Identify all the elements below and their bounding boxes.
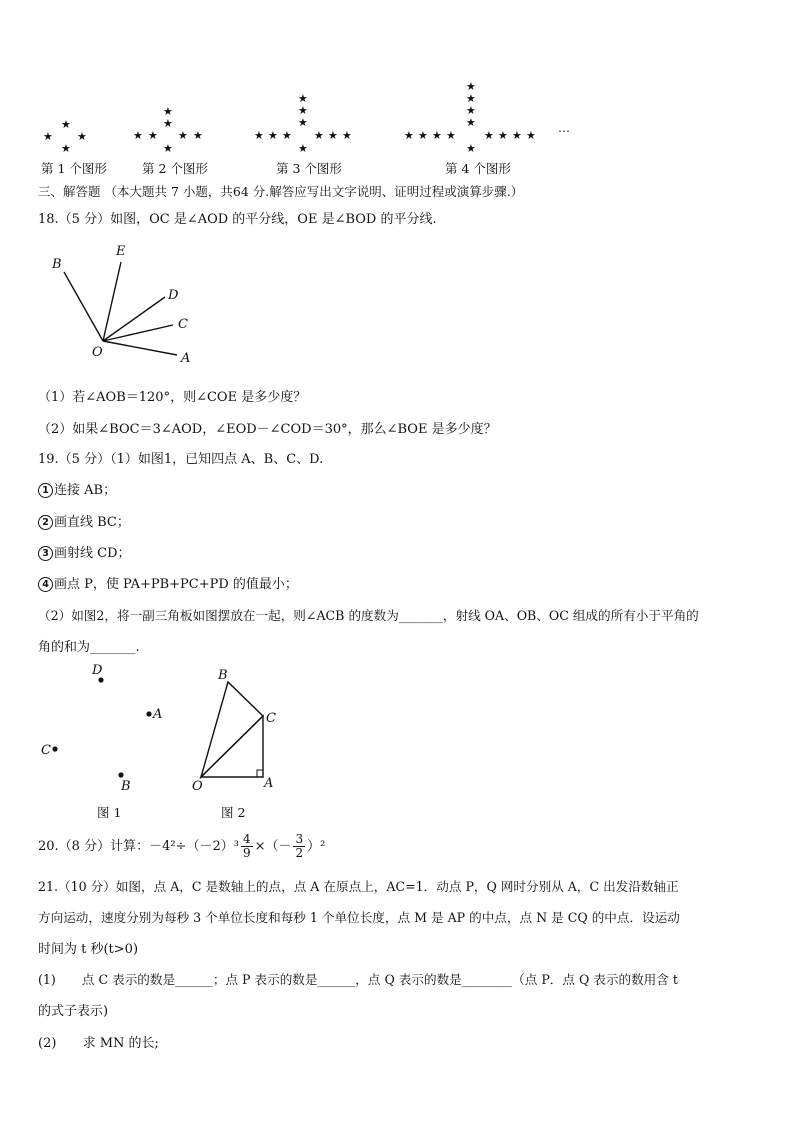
q21-line3: 时间为 t 秒(t>0) (38, 942, 139, 957)
fraction-denominator: 2 (295, 846, 304, 860)
star: ★ (418, 129, 428, 142)
star: ★ (466, 142, 476, 155)
q21-part1-line1 (38, 969, 678, 988)
circled-number: 4 (38, 577, 53, 592)
part-number: (2) (38, 1036, 57, 1051)
fraction-4-9 (241, 833, 253, 860)
figure-caption-4: 第 4 个图形 (445, 161, 511, 176)
fig1-label-b: B (121, 779, 131, 794)
star: ★ (268, 129, 278, 142)
q21-line2: 方向运动，速度分别为每秒 3 个单位长度和每秒 1 个单位长度，点 M 是 AP 的中点，点 N 是 CQ 的中点．设运动 (38, 910, 680, 925)
point-label-d: D (168, 288, 179, 303)
right-angle-mark (257, 770, 263, 777)
fig1-label-a: A (153, 707, 163, 722)
q19-step-text: 连接 AB； (54, 483, 117, 498)
fig1-label-c: C (41, 743, 51, 758)
q19-step-text: 画直线 BC； (54, 515, 130, 530)
fig2-label-a: A (264, 776, 274, 791)
star: ★ (178, 129, 188, 142)
q19-part2-line1: （2）如图2，将一副三角板如图摆放在一起，则∠ACB 的度数为_______，射线 OA、OB、OC 组成的所有小于平角的 (38, 608, 699, 623)
fig2-label-o: O (192, 779, 203, 794)
fig1-caption: 图 1 (97, 805, 122, 820)
star: ★ (466, 92, 476, 105)
part-number: (1) (38, 972, 56, 987)
q21-part2 (38, 1032, 159, 1051)
q21-part2-text: 求 MN 的长; (82, 1036, 159, 1051)
fig2-caption: 图 2 (221, 805, 246, 820)
fraction-numerator: 3 (295, 832, 304, 846)
star: ★ (77, 130, 87, 143)
figure-caption-2: 第 2 个图形 (142, 161, 208, 176)
star: ★ (193, 129, 203, 142)
star: ★ (148, 129, 158, 142)
triangle-obc (201, 682, 263, 777)
q20-expression (38, 833, 325, 860)
q21-part1-line2: 的式子表示) (38, 1004, 109, 1019)
figure-caption-1: 第 1 个图形 (41, 161, 107, 176)
star: ★ (314, 129, 324, 142)
star: ★ (254, 129, 264, 142)
star: ★ (163, 142, 173, 155)
point-label-e: E (116, 244, 126, 259)
fig1-label-d: D (92, 663, 103, 678)
q20-suffix: ）² (307, 839, 326, 854)
q19-part2-line2: 角的和为_______. (38, 640, 140, 655)
q21-part1-text: 点 C 表示的数是______；点 P 表示的数是______，点 Q 表示的数是________（点 P．点 Q 表示的数用含 t (81, 972, 678, 987)
star: ★ (466, 80, 476, 93)
q21-line1: 21.（10 分）如图，点 A，C 是数轴上的点，点 A 在原点上，AC=1．动点 P，Q 网时分别从 A，C 出发沿数轴正 (38, 879, 679, 894)
star: ★ (61, 118, 71, 131)
star: ★ (61, 142, 71, 155)
star: ★ (163, 105, 173, 118)
fraction-denominator: 9 (242, 846, 251, 860)
fig2-label-b: B (218, 668, 228, 683)
point-label-o: O (92, 345, 103, 360)
star: ★ (526, 129, 536, 142)
point-d (98, 677, 103, 682)
star: ★ (342, 129, 352, 142)
fraction-numerator: 4 (242, 832, 251, 846)
star: ★ (298, 104, 308, 117)
star: ★ (432, 129, 442, 142)
star: ★ (133, 129, 143, 142)
circled-number: 1 (38, 483, 53, 498)
q20-middle: ×（－ (254, 839, 292, 854)
q20-prefix: 20.（8 分）计算：－4²÷（－2）³ (38, 839, 239, 854)
star: ★ (512, 129, 522, 142)
star: ★ (282, 129, 292, 142)
point-label-b: B (52, 257, 62, 272)
point-label-a: A (181, 351, 191, 366)
q19-step-text: 画射线 CD； (54, 546, 131, 561)
q18-part2: （2）如果∠BOC＝3∠AOD，∠EOD－∠COD＝30°，那么∠BOE 是多少度？ (38, 422, 497, 437)
point-b (118, 772, 123, 777)
star: ★ (446, 129, 456, 142)
star: ★ (298, 116, 308, 129)
q19-stem: 19.（5 分）（1）如图1，已知四点 A、B、C、D. (38, 452, 324, 467)
figure-caption-3: 第 3 个图形 (276, 161, 342, 176)
fraction-3-2 (293, 833, 305, 860)
circled-number: 2 (38, 515, 53, 530)
point-a (146, 711, 151, 716)
star: ★ (298, 142, 308, 155)
star: ★ (43, 130, 53, 143)
star: ★ (498, 129, 508, 142)
ellipsis: … (558, 121, 570, 135)
circled-number: 3 (38, 546, 53, 561)
point-label-c: C (178, 317, 188, 332)
q18-stem: 18.（5 分）如图，OC 是∠AOD 的平分线，OE 是∠BOD 的平分线. (38, 212, 437, 227)
star: ★ (466, 104, 476, 117)
q19-step-text: 画点 P，使 PA+PB+PC+PD 的值最小； (54, 577, 298, 592)
q18-part1: （1）若∠AOB＝120°，则∠COE 是多少度？ (38, 390, 307, 405)
star: ★ (404, 129, 414, 142)
point-c (52, 746, 57, 751)
star: ★ (163, 117, 173, 130)
star: ★ (328, 129, 338, 142)
section-heading: 三、解答题 （本大题共 7 小题，共64 分.解答应写出文字说明、证明过程或演算步骤.） (38, 184, 524, 199)
star: ★ (466, 116, 476, 129)
star: ★ (484, 129, 494, 142)
star: ★ (298, 92, 308, 105)
fig2-label-c: C (266, 711, 276, 726)
